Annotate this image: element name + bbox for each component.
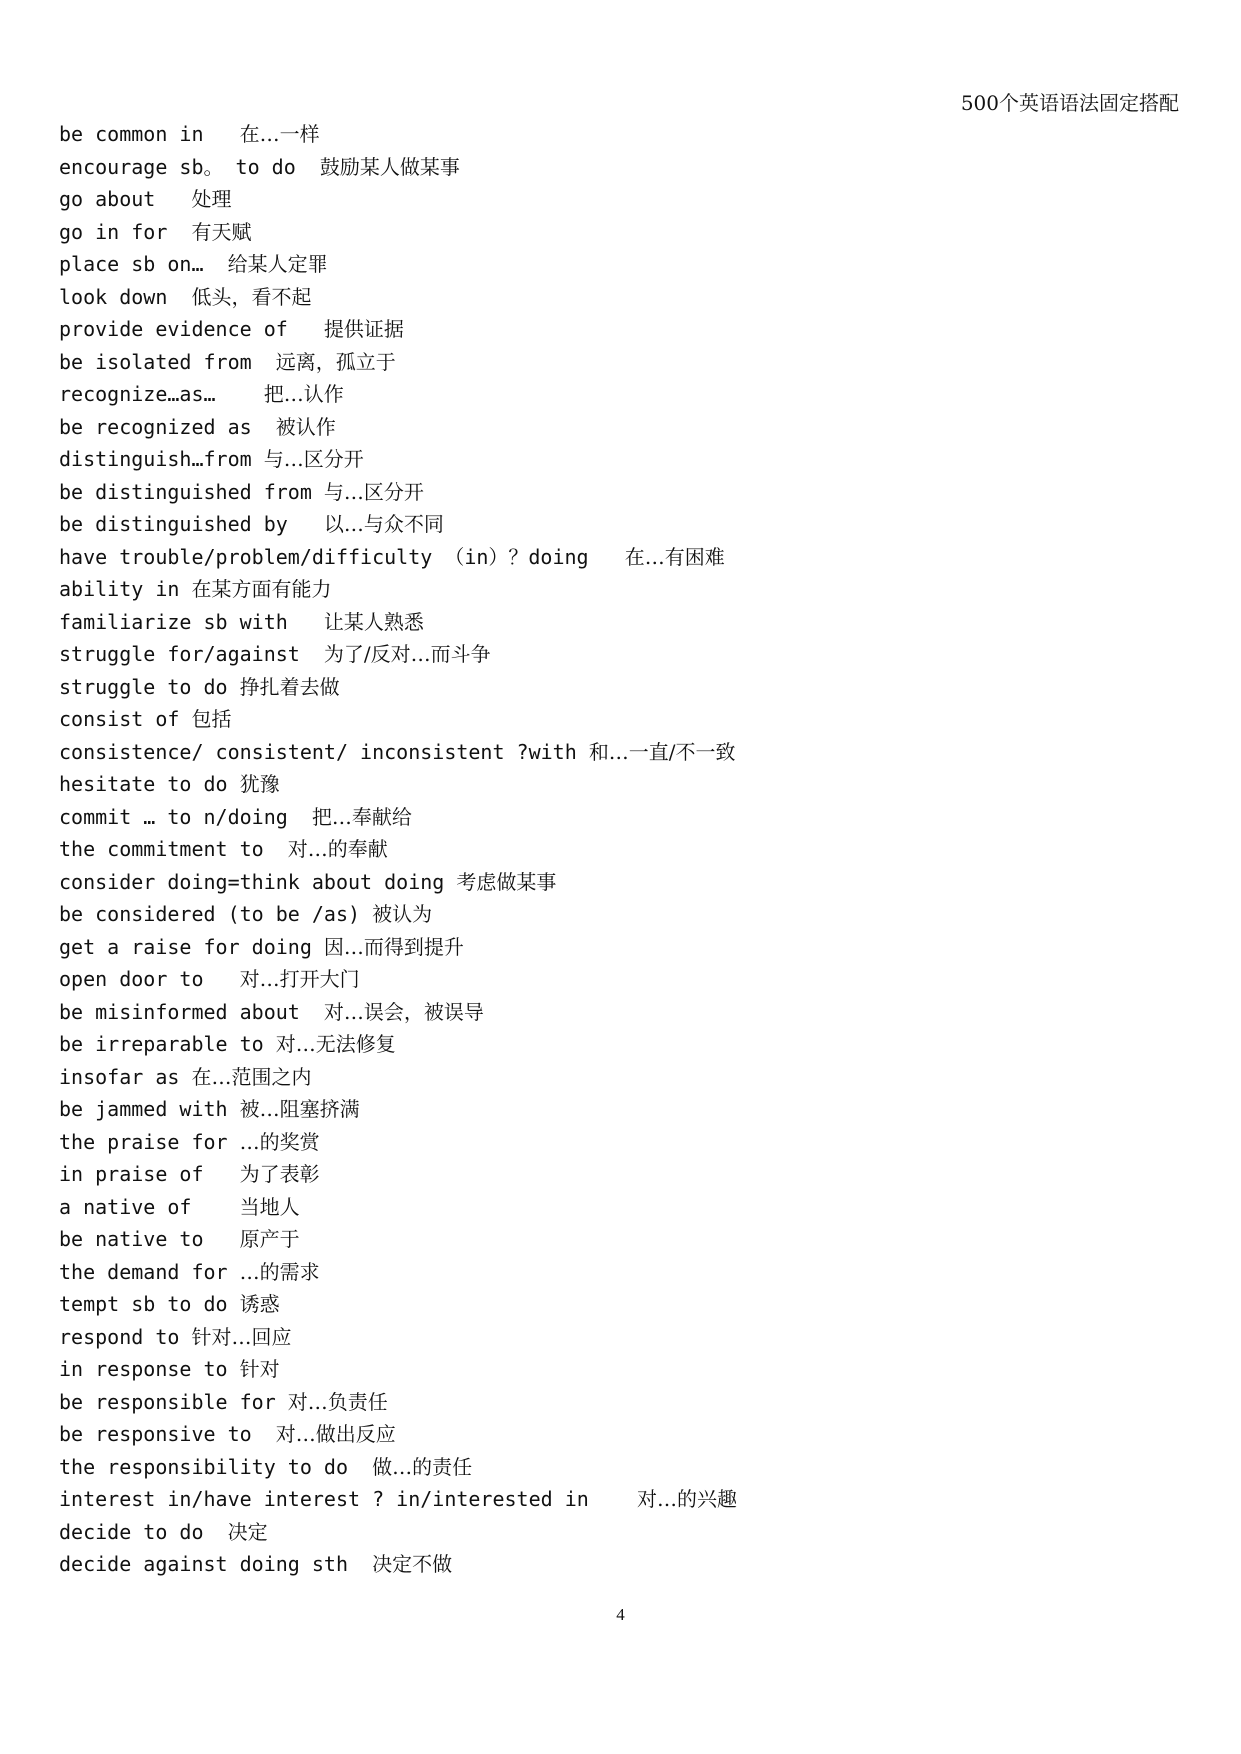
phrase-meaning: …的需求 [239, 1259, 320, 1284]
phrase-meaning: 把…奉献给 [311, 804, 412, 829]
phrase-entry [59, 1483, 1179, 1516]
phrase-meaning: 和…一直/不一致 [588, 739, 736, 764]
phrase-entry [59, 898, 1179, 931]
phrase-meaning: 做…的责任 [372, 1454, 473, 1479]
phrase-entry [59, 1126, 1179, 1159]
phrase-entry [59, 1288, 1179, 1321]
phrase-term: be responsive to [59, 1422, 276, 1446]
phrase-term: tempt sb to do [59, 1292, 240, 1316]
phrase-entry [59, 573, 1179, 606]
phrase-term: open door to [59, 967, 240, 991]
phrase-meaning: 对…无法修复 [275, 1032, 396, 1056]
phrase-meaning: 让某人熟悉 [323, 609, 424, 634]
phrase-term: distinguish…from [59, 447, 264, 471]
phrase-term: get a raise for doing [59, 934, 324, 959]
phrase-term: decide against doing sth [59, 1552, 373, 1576]
phrase-meaning: 与…区分开 [263, 447, 364, 471]
phrase-term: the praise for [59, 1129, 240, 1154]
phrase-term: be isolated from [59, 349, 276, 374]
phrase-meaning: 为了/反对…而斗争 [323, 642, 491, 666]
phrase-entry [59, 736, 1179, 769]
phrase-meaning: 因…而得到提升 [323, 934, 464, 959]
phrase-entry [59, 281, 1179, 314]
phrase-term: insofar as [59, 1064, 192, 1089]
phrase-term: encourage sb。 to do [59, 154, 320, 179]
phrase-entry [59, 1353, 1179, 1386]
phrase-meaning: 决定 [227, 1519, 268, 1544]
phrase-entry [59, 1321, 1179, 1354]
phrase-meaning: 被认为 [372, 902, 433, 926]
phrase-term: go in for [59, 219, 192, 244]
phrase-term: be responsible for [59, 1389, 288, 1414]
phrase-term: in praise of [59, 1162, 240, 1186]
phrase-entry [59, 606, 1179, 639]
phrase-entry [59, 866, 1179, 899]
phrase-entry [59, 1191, 1179, 1224]
phrase-meaning: 有天赋 [191, 219, 252, 244]
phrase-term: the commitment to [59, 837, 288, 861]
phrase-entry [59, 476, 1179, 509]
phrase-entry [59, 1451, 1179, 1484]
phrase-entry [59, 118, 1179, 151]
phrase-meaning: 对…误会，被误导 [323, 999, 484, 1024]
phrase-entry [59, 1386, 1179, 1419]
phrase-term: consist of [59, 707, 192, 731]
phrase-entry [59, 1418, 1179, 1451]
phrase-meaning: …的奖赏 [239, 1129, 320, 1154]
phrase-meaning: 对…的兴趣 [636, 1487, 737, 1511]
phrase-term: be native to [59, 1227, 240, 1251]
phrase-term: be considered (to be /as) [59, 902, 373, 926]
phrase-term: ability in [59, 577, 192, 601]
phrase-entry [59, 963, 1179, 996]
phrase-meaning: 原产于 [239, 1227, 300, 1251]
phrase-meaning: 决定不做 [372, 1552, 453, 1576]
phrase-entry [59, 183, 1179, 216]
phrase-term: respond to [59, 1324, 192, 1349]
phrase-term: look down [59, 284, 192, 309]
phrase-entry [59, 1223, 1179, 1256]
phrase-meaning: 在某方面有能力 [191, 577, 332, 601]
phrase-entry [59, 541, 1179, 574]
phrase-entry [59, 1548, 1179, 1581]
phrase-term: commit … to n/doing [59, 804, 312, 829]
phrase-term: in response to [59, 1357, 240, 1381]
phrase-term: be recognized as [59, 414, 276, 439]
phrase-entry [59, 1158, 1179, 1191]
phrase-entry [59, 313, 1179, 346]
phrase-entry [59, 1516, 1179, 1549]
phrase-meaning: 针对…回应 [191, 1324, 292, 1349]
phrase-entry [59, 346, 1179, 379]
phrase-meaning: 针对 [239, 1357, 280, 1381]
phrase-term: recognize…as… [59, 382, 264, 406]
phrase-term: be jammed with [59, 1097, 240, 1121]
phrase-meaning: 在…有困难 [624, 544, 725, 569]
phrase-meaning: 当地人 [239, 1194, 300, 1219]
page-number: 4 [616, 1605, 625, 1624]
phrase-meaning: 被…阻塞挤满 [239, 1097, 360, 1121]
phrase-term: the demand for [59, 1259, 240, 1284]
phrase-meaning: 处理 [191, 187, 232, 211]
phrase-meaning: 给某人定罪 [227, 252, 328, 276]
phrase-list [59, 118, 1179, 1581]
phrase-meaning: 诱惑 [239, 1292, 280, 1316]
phrase-meaning: 犹豫 [239, 772, 280, 796]
phrase-term: consider doing=think about doing [59, 869, 457, 894]
phrase-meaning: 为了表彰 [239, 1162, 320, 1186]
phrase-meaning: 挣扎着去做 [239, 674, 340, 699]
phrase-meaning: 鼓励某人做某事 [319, 154, 460, 179]
phrase-term: hesitate to do [59, 772, 240, 796]
phrase-entry [59, 638, 1179, 671]
phrase-meaning: 在…一样 [239, 122, 320, 146]
phrase-entry [59, 1256, 1179, 1289]
phrase-term: be misinformed about [59, 999, 324, 1024]
phrase-entry [59, 1061, 1179, 1094]
phrase-meaning: 被认作 [275, 414, 336, 439]
phrase-entry [59, 411, 1179, 444]
phrase-meaning: 把…认作 [263, 382, 344, 406]
phrase-meaning: 对…的奉献 [287, 837, 388, 861]
phrase-entry [59, 801, 1179, 834]
phrase-entry [59, 671, 1179, 704]
phrase-meaning: 低头，看不起 [191, 284, 312, 309]
phrase-term: have trouble/problem/difficulty （in）？doing [59, 544, 625, 569]
phrase-entry [59, 931, 1179, 964]
phrase-term: provide evidence of [59, 317, 324, 341]
phrase-meaning: 对…负责任 [287, 1389, 388, 1414]
phrase-entry [59, 151, 1179, 184]
phrase-entry [59, 996, 1179, 1029]
phrase-entry [59, 1028, 1179, 1061]
phrase-meaning: 对…打开大门 [239, 967, 360, 991]
phrase-meaning: 对…做出反应 [275, 1422, 396, 1446]
phrase-entry [59, 703, 1179, 736]
phrase-term: be distinguished from [59, 479, 324, 504]
phrase-term: go about [59, 187, 192, 211]
phrase-meaning: 提供证据 [323, 317, 404, 341]
phrase-entry [59, 508, 1179, 541]
phrase-term: struggle for/against [59, 642, 324, 666]
phrase-entry [59, 443, 1179, 476]
phrase-meaning: 包括 [191, 707, 232, 731]
phrase-term: decide to do [59, 1519, 228, 1544]
phrase-term: interest in/have interest ? in/interested in [59, 1487, 637, 1511]
phrase-term: consistence/ consistent/ inconsistent ?with [59, 739, 589, 764]
phrase-entry [59, 248, 1179, 281]
page-header-title: 500个英语语法固定搭配 [960, 91, 1179, 115]
phrase-term: place sb on… [59, 252, 228, 276]
phrase-entry [59, 1093, 1179, 1126]
phrase-meaning: 考虑做某事 [456, 869, 557, 894]
phrase-entry [59, 378, 1179, 411]
phrase-meaning: 在…范围之内 [191, 1064, 312, 1089]
phrase-term: be irreparable to [59, 1032, 276, 1056]
phrase-term: struggle to do [59, 674, 240, 699]
phrase-meaning: 与…区分开 [323, 479, 424, 504]
phrase-entry [59, 768, 1179, 801]
phrase-meaning: 以…与众不同 [323, 512, 444, 536]
phrase-term: be distinguished by [59, 512, 324, 536]
phrase-term: be common in [59, 122, 240, 146]
phrase-term: the responsibility to do [59, 1454, 373, 1479]
phrase-term: a native of [59, 1194, 240, 1219]
phrase-meaning: 远离，孤立于 [275, 349, 396, 374]
phrase-entry [59, 833, 1179, 866]
phrase-term: familiarize sb with [59, 609, 324, 634]
phrase-entry [59, 216, 1179, 249]
